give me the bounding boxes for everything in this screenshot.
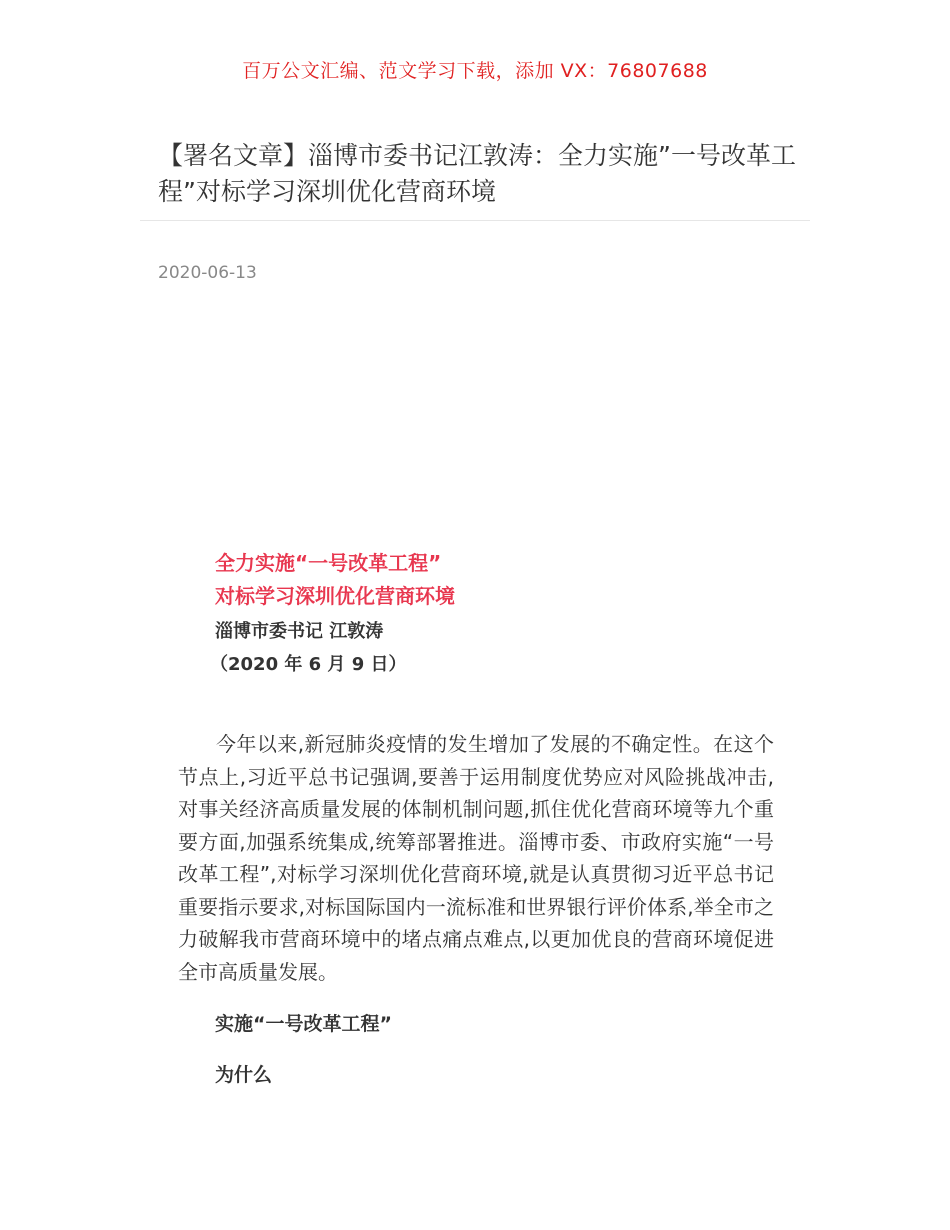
speech-date: （2020 年 6 月 9 日） [210, 654, 407, 675]
title-divider [140, 220, 810, 221]
article-title: 【署名文章】淄博市委书记江敦涛：全力实施”一号改革工程”对标学习深圳优化营商环境 [158, 141, 796, 206]
publish-date: 2020-06-13 [158, 263, 257, 283]
speech-headline-line2: 对标学习深圳优化营商环境 [215, 584, 455, 608]
promo-banner: 百万公文汇编、范文学习下载，添加 VX：76807688 [242, 60, 708, 82]
body-paragraph: 今年以来,新冠肺炎疫情的发生增加了发展的不确定性。在这个节点上,习近平总书记强调,要善于运用制度优势应对风险挑战冲击,对事关经济高质量发展的体制机制问题,抓住优化营商环境等九个重要方面,加强系统集成,统筹部署推进。淄博市委、市政府实施“一号改革工程”,对标学习深圳优化营商环境,就是认真贯彻习近平总书记重要指示要求,对标国际国内一流标准和世界银行评价体系,举全市之力破解我市营商环境中的堵点痛点难点,以更加优良的营商环境促进全市高质量发展。 [178, 732, 774, 984]
speech-author: 淄博市委书记 江敦涛 [215, 621, 384, 642]
speech-headline-line1: 全力实施“一号改革工程” [215, 551, 442, 575]
section-heading: 实施“一号改革工程” [215, 1013, 392, 1035]
section-subheading: 为什么 [215, 1064, 273, 1086]
